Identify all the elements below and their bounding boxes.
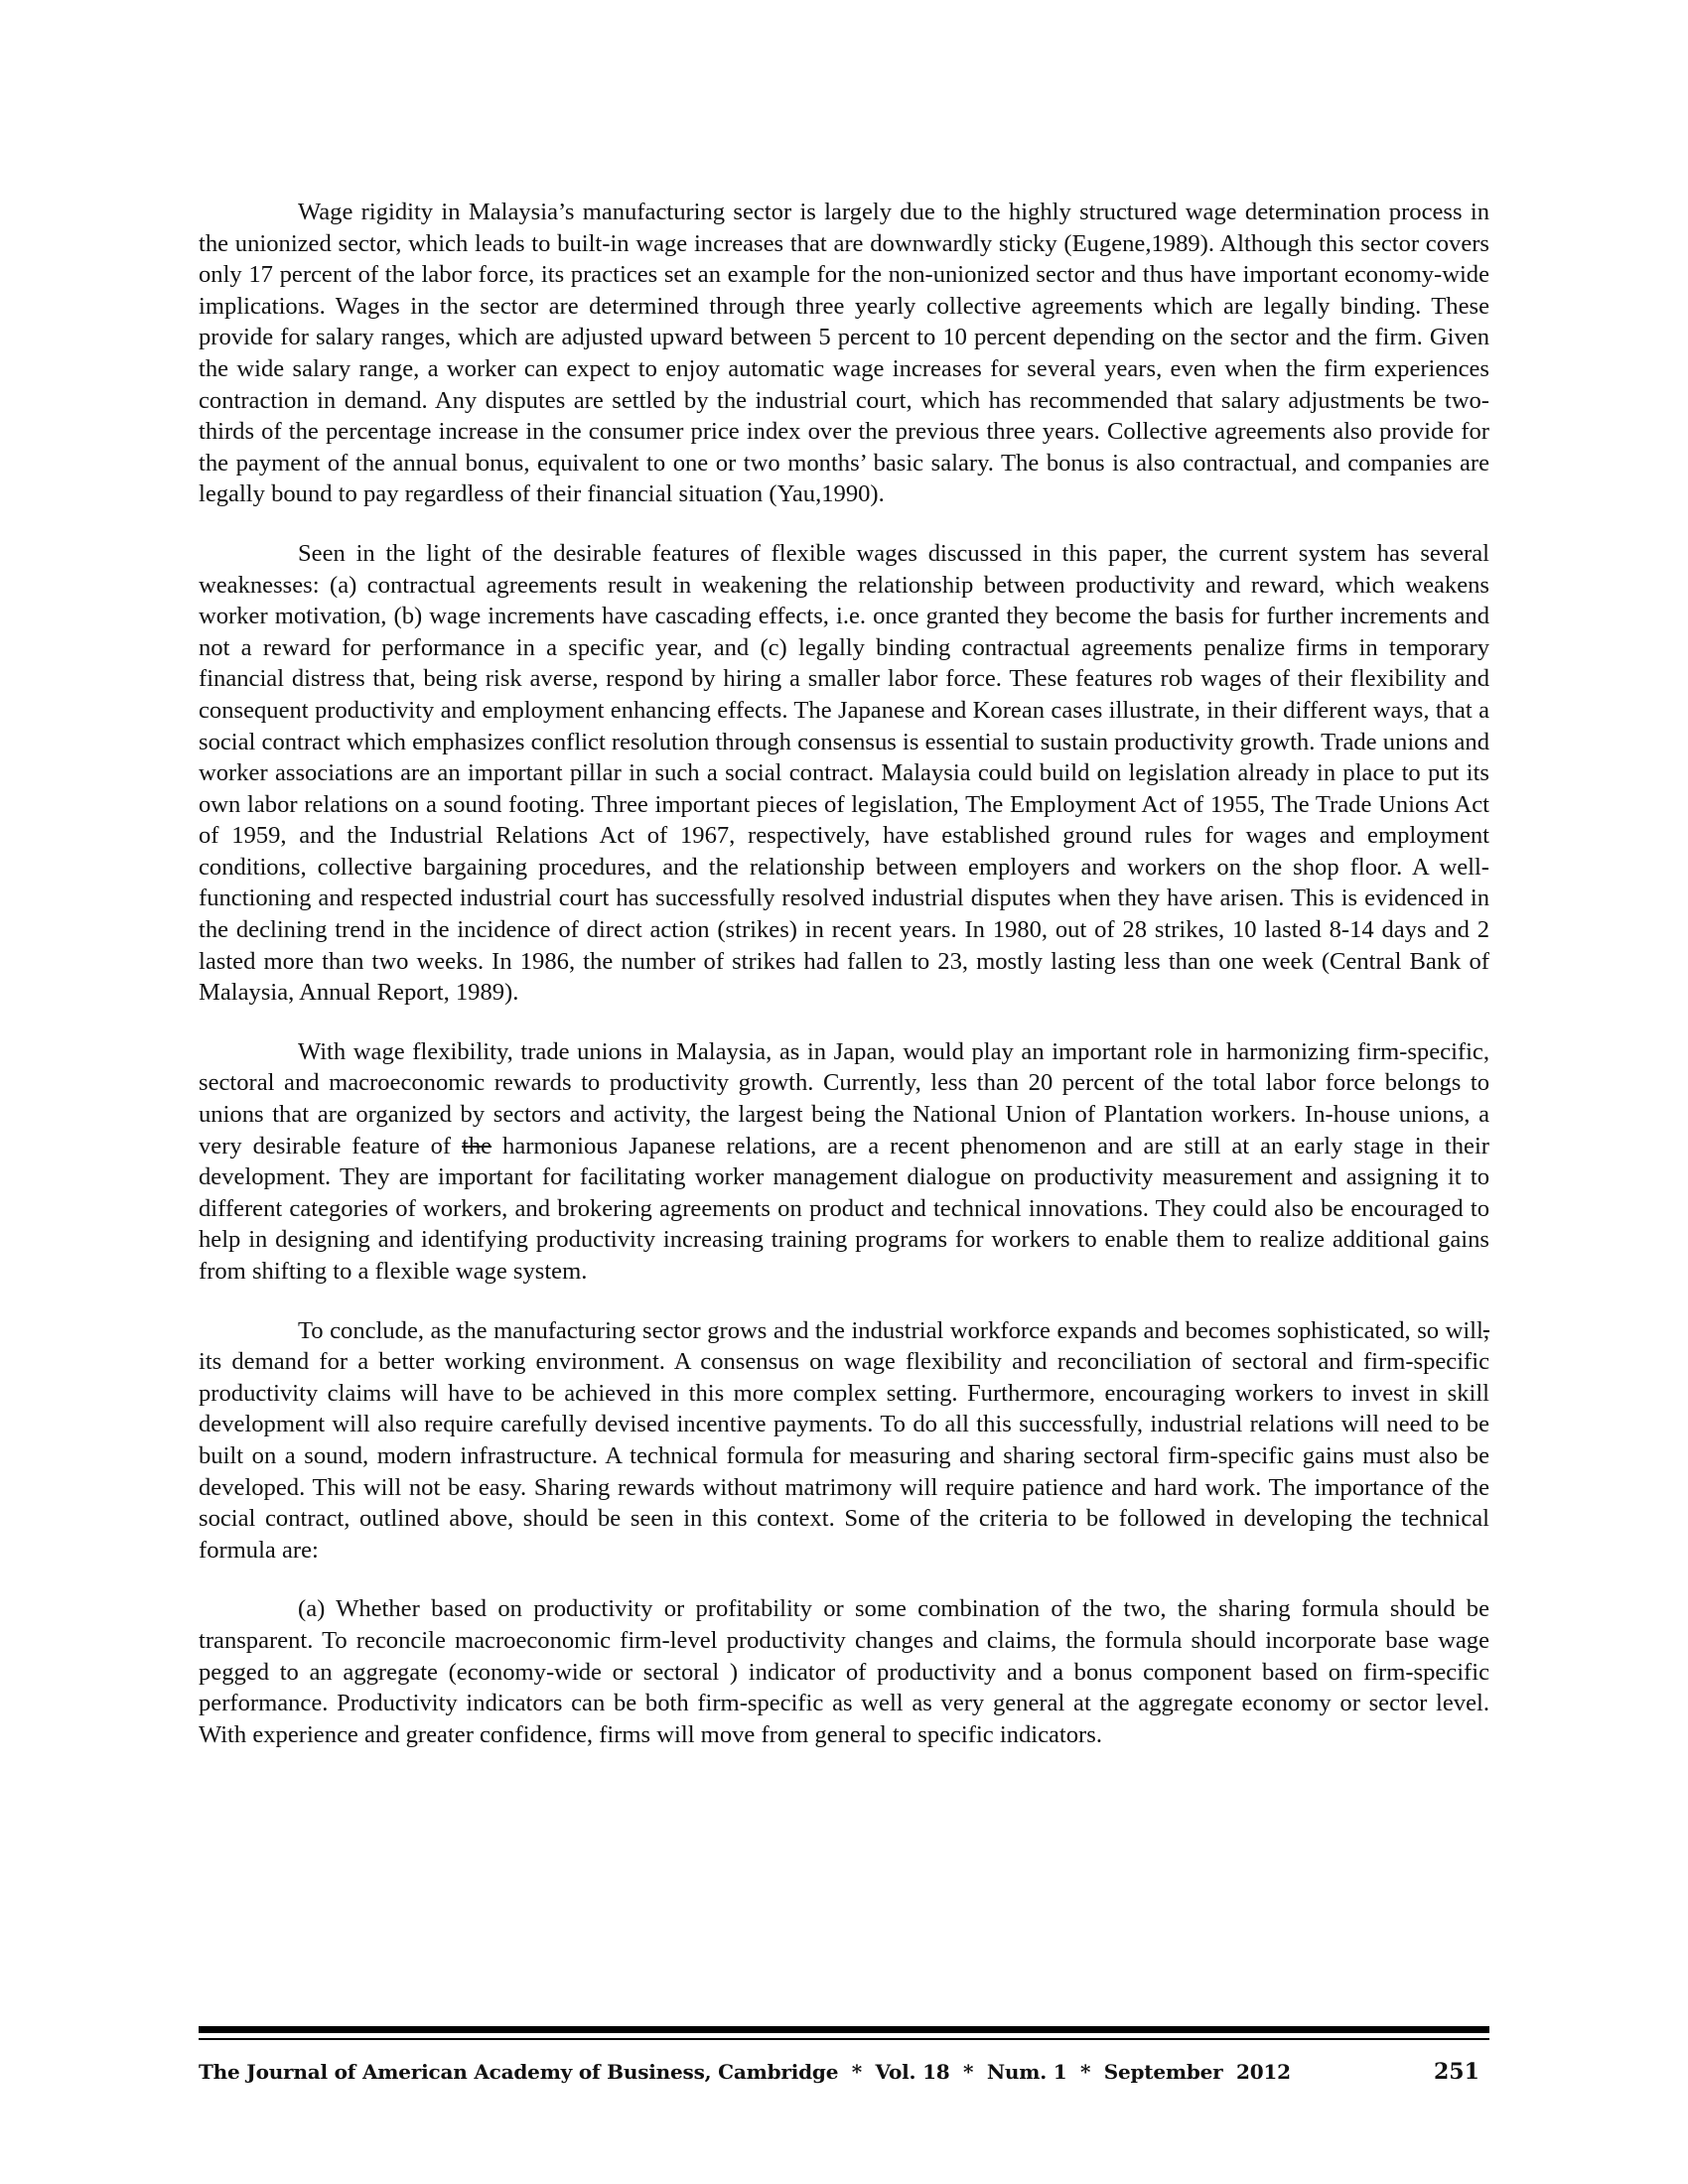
struck-through-comma: , — [1482, 1316, 1489, 1344]
paragraph-text-segment: To conclude, as the manufacturing sector grows and the industrial workforce expands and becomes sophisticated, so will — [298, 1316, 1483, 1344]
footer-rule-thin — [199, 2038, 1489, 2040]
paragraph-conclusion — [199, 1315, 1489, 1567]
footer-rule-thick — [199, 2026, 1489, 2033]
paragraph-text-segment: With wage flexibility, trade unions in Malaysia, as in Japan, would play an important role in harmonizing firm-specific, sectoral and macroeconomic rewards to productivity growth. Currently, less than 20 percent of the total labor force belongs to unions that are organized by sectors and activity, the largest being the National Union of Plantation workers. In-house unions, a very desirable feature of — [199, 1037, 1489, 1160]
page-body — [199, 197, 1489, 1778]
paragraph-current-system-weaknesses: Seen in the light of the desirable features of flexible wages discussed in this paper, the current system has several weaknesses: (a) contractual agreements result in weakening the relationship between productivity and reward, which weakens worker motivation, (b) wage increments have cascading effects, i.e. once granted they become the basis for further increments and not a reward for performance in a specific year, and (c) legally binding contractual agreements penalize firms in temporary financial distress that, being risk averse, respond by hiring a smaller labor force. These features rob wages of their flexibility and consequent productivity and employment enhancing effects. The Japanese and Korean cases illustrate, in their different ways, that a social contract which emphasizes conflict resolution through consensus is essential to sustain productivity growth. Trade unions and worker associations are an important pillar in such a social contract. Malaysia could build on legislation already in place to put its own labor relations on a sound footing. Three important pieces of legislation, The Employment Act of 1955, The Trade Unions Act of 1959, and the Industrial Relations Act of 1967, respectively, have established ground rules for wages and employment conditions, collective bargaining procedures, and the relationship between employers and workers on the shop floor. A well-functioning and respected industrial court has successfully resolved industrial disputes when they have arisen. This is evidenced in the declining trend in the incidence of direct action (strikes) in recent years. In 1980, out of 28 strikes, 10 lasted 8-14 days and 2 lasted more than two weeks. In 1986, the number of strikes had fallen to 23, mostly lasting less than one week (Central Bank of Malaysia, Annual Report, 1989). — [199, 539, 1489, 1007]
paragraph-text-segment: its demand for a better working environment. A consensus on wage flexibility and reconciliation of sectoral and firm-specific productivity claims will have to be achieved in this more complex setting. Furthermore, encouraging workers to invest in skill development will also require carefully devised incentive payments. To do all this successfully, industrial relations will need to be built on a sound, modern infrastructure. A technical formula for measuring and sharing sectoral firm-specific gains must also be developed. This will not be easy. Sharing rewards without matrimony will require patience and hard work. The importance of the social contract, outlined above, should be seen in this context. Some of the criteria to be followed in developing the technical formula are: — [199, 1348, 1489, 1564]
struck-through-word: the — [462, 1132, 492, 1160]
page-footer — [199, 2057, 1489, 2087]
page-number: 251 — [1434, 2059, 1479, 2085]
paragraph-trade-unions — [199, 1036, 1489, 1288]
paragraph-criteria-a: (a) Whether based on productivity or profitability or some combination of the two, the sharing formula should be transparent. To reconcile macroeconomic firm-level productivity changes and claims, the formula should incorporate base wage pegged to an aggregate (economy-wide or sectoral ) indicator of productivity and a bonus component based on firm-specific performance. Productivity indicators can be both firm-specific as well as very general at the aggregate economy or sector level. With experience and greater confidence, firms will move from general to specific indicators. — [199, 1595, 1489, 1748]
paragraph-wage-rigidity: Wage rigidity in Malaysia’s manufacturing sector is largely due to the highly structured wage determination process in the unionized sector, which leads to built-in wage increases that are downwardly sticky (Eugene,1989). Although this sector covers only 17 percent of the labor force, its practices set an example for the non-unionized sector and thus have important economy-wide implications. Wages in the sector are determined through three yearly collective agreements which are legally binding. These provide for salary ranges, which are adjusted upward between 5 percent to 10 percent depending on the sector and the firm. Given the wide salary range, a worker can expect to enjoy automatic wage increases for several years, even when the firm experiences contraction in demand. Any disputes are settled by the industrial court, which has recommended that salary adjustments be two-thirds of the percentage increase in the consumer price index over the previous three years. Collective agreements also provide for the payment of the annual bonus, equivalent to one or two months’ basic salary. The bonus is also contractual, and companies are legally bound to pay regardless of their financial situation (Yau,1990). — [199, 199, 1489, 508]
journal-citation: The Journal of American Academy of Business, Cambridge * Vol. 18 * Num. 1 * September 2012 — [199, 2060, 1291, 2084]
paragraph-text-segment: harmonious Japanese relations, are a recent phenomenon and are still at an early stage in their development. They are important for facilitating worker management dialogue on productivity measurement and assigning it to different categories of workers, and brokering agreements on product and technical innovations. They could also be encouraged to help in designing and identifying productivity increasing training programs for workers to enable them to realize additional gains from shifting to a flexible wage system. — [199, 1132, 1489, 1285]
